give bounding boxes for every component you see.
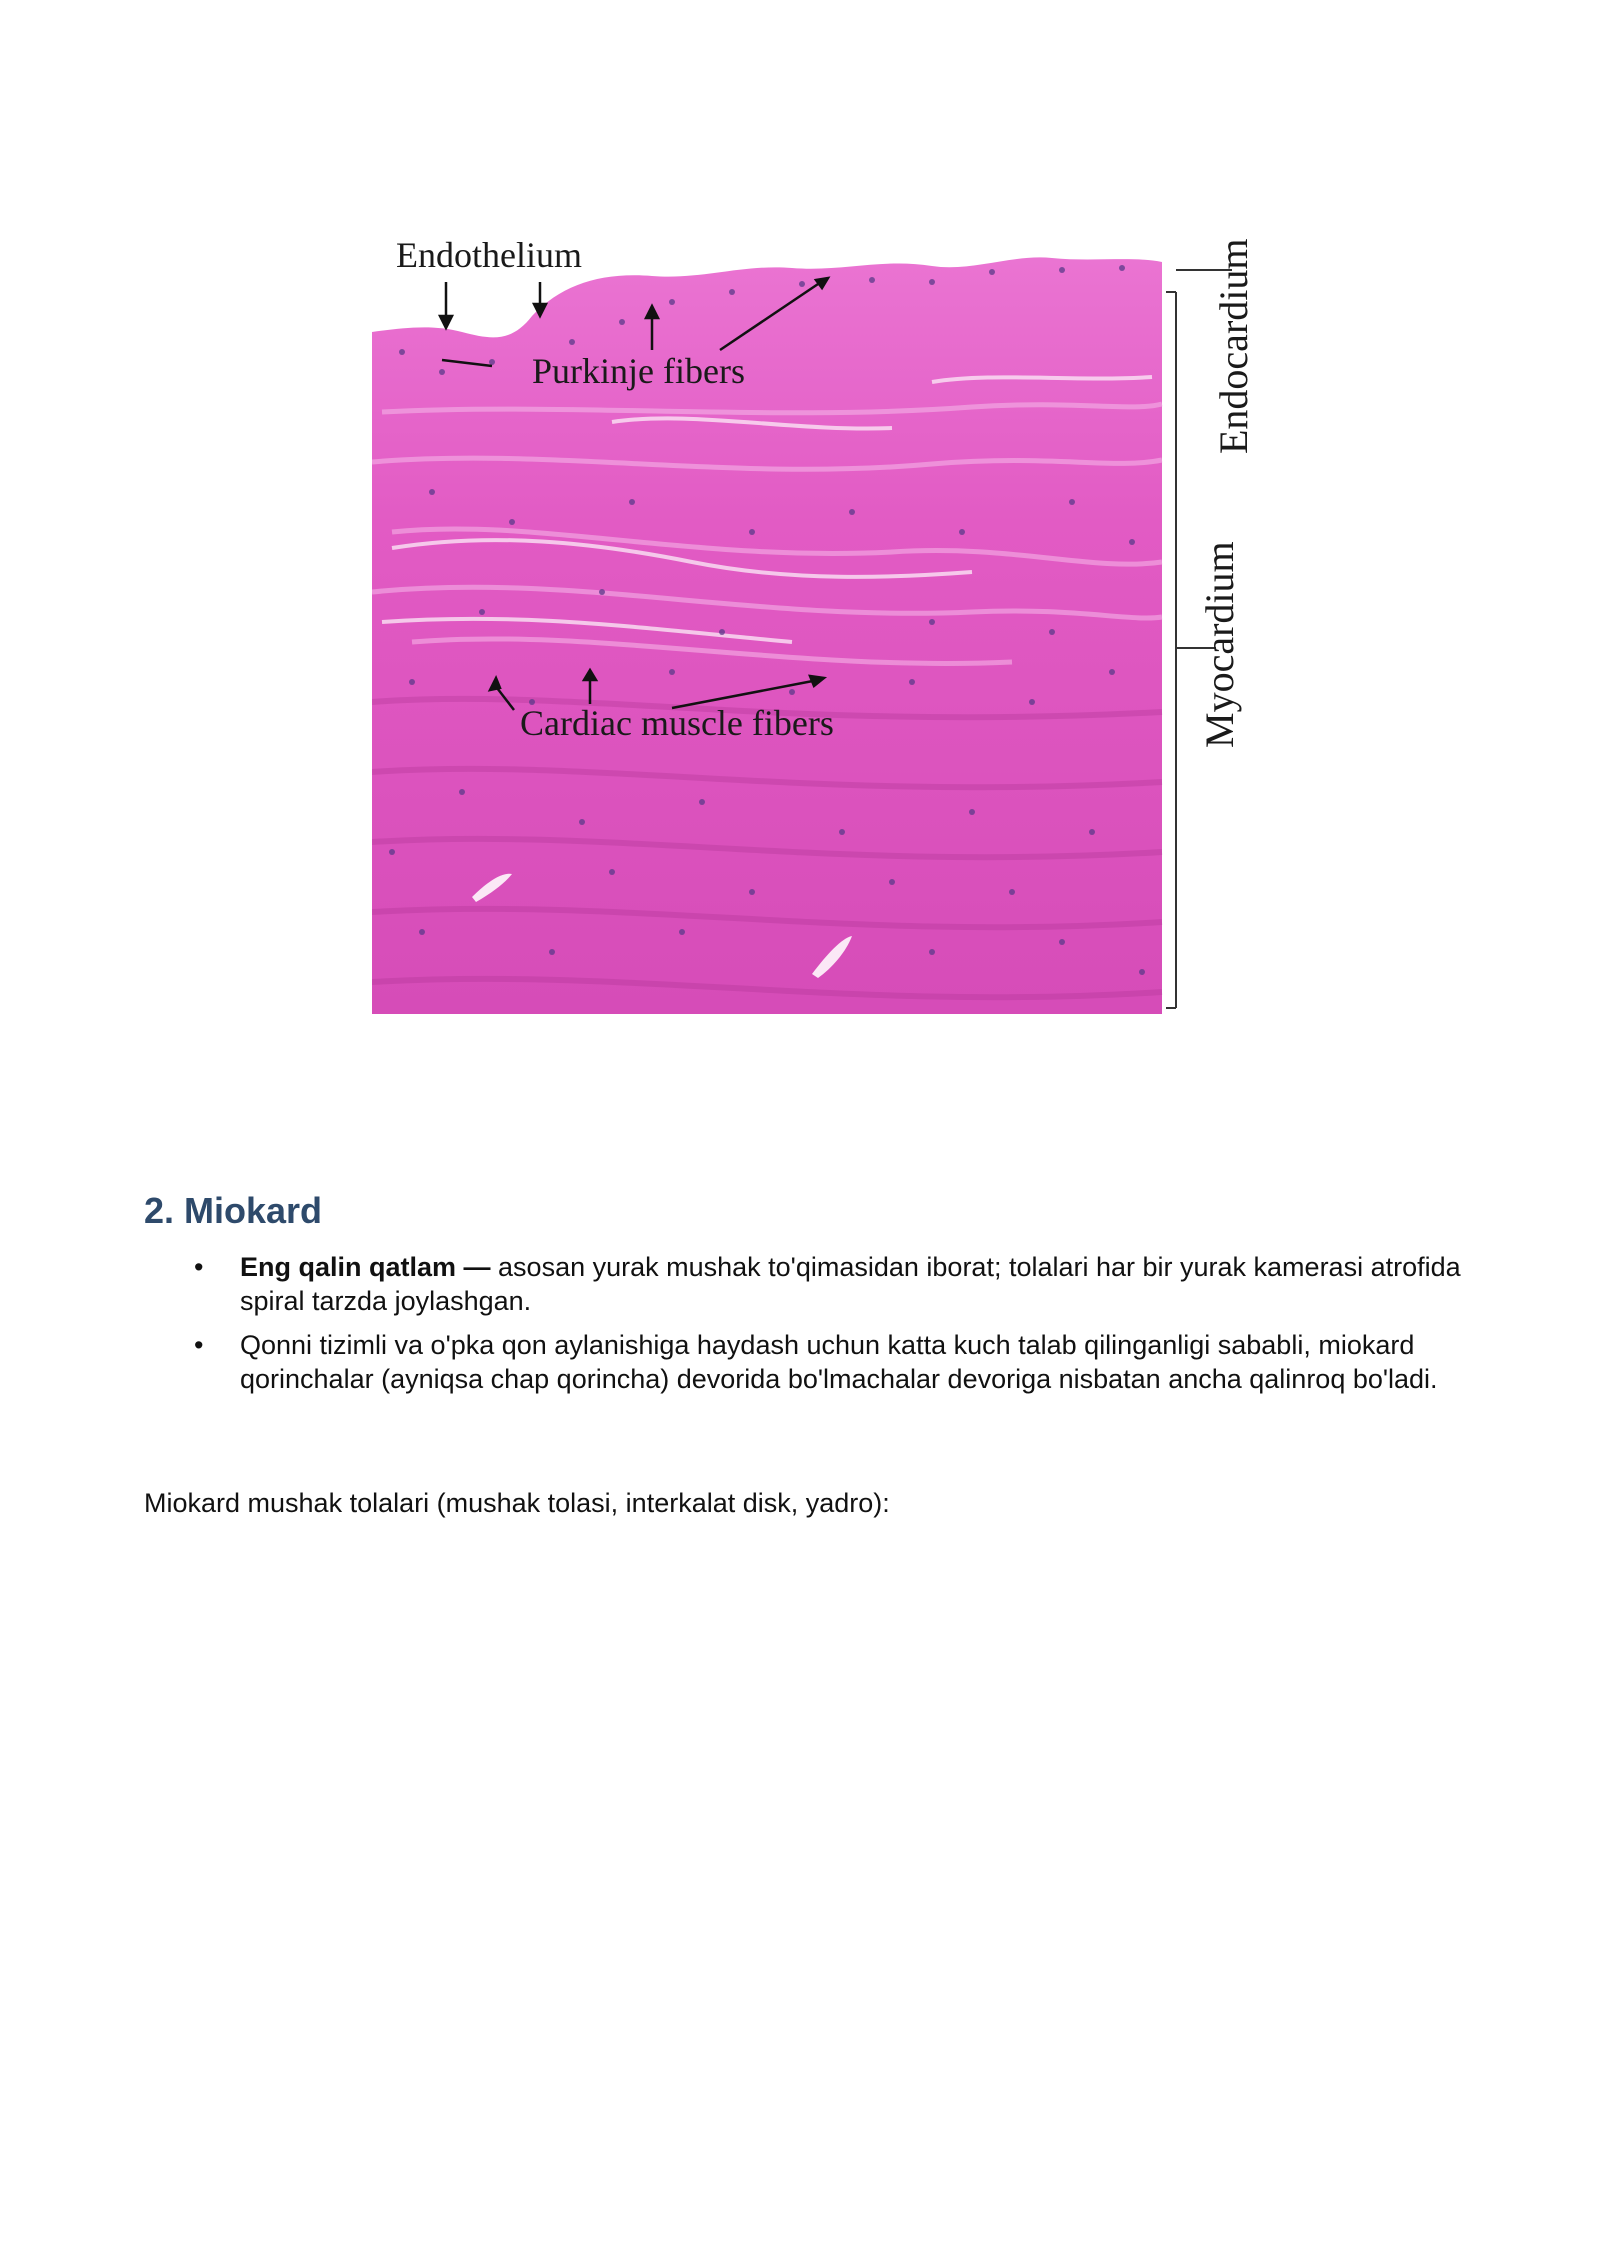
label-purkinje-fibers: Purkinje fibers: [532, 351, 745, 391]
bullet-icon: •: [194, 1330, 204, 1360]
bullet-list: [144, 1250, 1474, 1406]
label-endothelium: Endothelium: [396, 235, 582, 275]
bullet-text: Qonni tizimli va o'pka qon aylanishiga haydash uchun katta kuch talab qilinganligi sababli, miokard qorinchalar (ayniqsa chap qorincha) devorida bo'lmachalar devoriga nisbatan ancha qalinroq bo'ladi.: [240, 1330, 1438, 1394]
list-item: [144, 1250, 1474, 1318]
label-cardiac-muscle-fibers: Cardiac muscle fibers: [520, 703, 834, 743]
list-item: [144, 1328, 1474, 1396]
tissue-section: [372, 257, 1162, 1014]
label-myocardium: Myocardium: [1197, 541, 1242, 748]
label-endocardium: Endocardium: [1211, 238, 1256, 454]
histology-figure: [372, 232, 1272, 1032]
bullet-icon: •: [194, 1252, 204, 1282]
paragraph-text: Miokard mushak tolalari (mushak tolasi, interkalat disk, yadro):: [144, 1488, 890, 1518]
section-title: 2. Miokard: [144, 1190, 323, 1231]
myocardium-micrograph: [372, 232, 1272, 1032]
bullet-bold-lead: Eng qalin qatlam —: [240, 1252, 491, 1282]
bullet-text: asosan yurak mushak to'qimasidan iborat; tolalari har bir yurak kamerasi atrofida spiral tarzda joylashgan.: [240, 1252, 1461, 1316]
